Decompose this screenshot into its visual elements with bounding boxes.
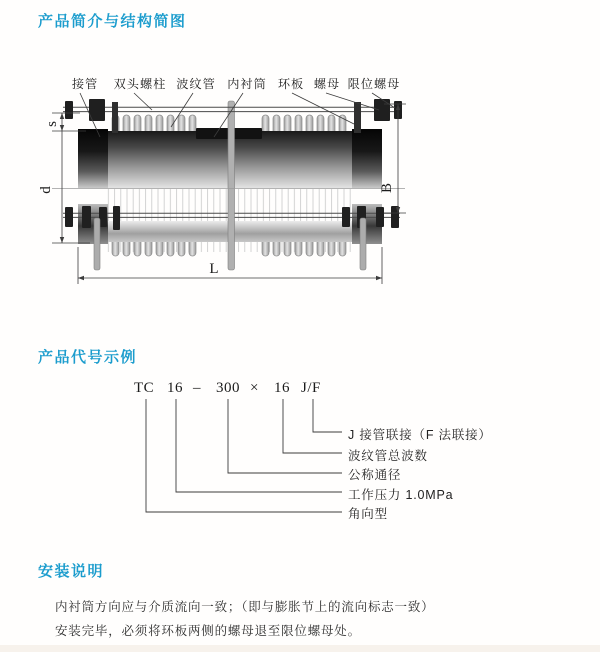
code-segment-pressure: 16	[167, 380, 183, 396]
center-stud	[228, 101, 235, 270]
dim-L-label: L	[209, 261, 219, 277]
label-double-stud: 双头螺柱	[113, 77, 167, 91]
dim-s-label: s	[44, 121, 60, 127]
code-connector-lines	[146, 399, 342, 512]
label-ring-plate: 环板	[277, 77, 305, 91]
label-nut: 螺母	[313, 77, 341, 91]
code-segment-waves: 16	[274, 380, 290, 396]
install-section-title: 安装说明	[38, 563, 105, 580]
legend-wave-count: 波纹管总波数	[348, 449, 428, 463]
code-segment-diameter: 300	[216, 380, 240, 396]
label-connection-pipe: 接管	[71, 77, 99, 91]
dim-d-label: d	[38, 186, 54, 194]
pipe-cap-upper-left	[78, 129, 108, 188]
code-segment-connection: J/F	[301, 380, 321, 396]
intro-section-title: 产品简介与结构简图	[38, 13, 187, 30]
code-segment-dash: –	[193, 380, 201, 396]
install-note-2: 安装完毕，必须将环板两侧的螺母退至限位螺母处。	[55, 624, 361, 638]
legend-working-pressure: 工作压力 1.0MPa	[348, 488, 454, 502]
legend-angular-type: 角向型	[348, 507, 388, 521]
label-inner-liner: 内衬筒	[227, 77, 267, 91]
page-bottom-strip	[0, 645, 600, 652]
dim-B-label: B	[379, 182, 395, 194]
label-bellows: 波纹管	[176, 77, 216, 91]
legend-nominal-diameter: 公称通径	[348, 468, 402, 482]
install-note-1: 内衬筒方向应与介质流向一致；（即与膨胀节上的流向标志一致）	[55, 600, 435, 614]
label-limit-nut: 限位螺母	[347, 77, 401, 91]
pipe-cap-upper-right	[352, 129, 382, 188]
code-segment-type: TC	[134, 380, 155, 396]
code-section-title: 产品代号示例	[38, 349, 138, 366]
code-segment-times: ×	[250, 380, 259, 396]
legend-connection-type: J 接管联接（F 法联接）	[348, 428, 492, 442]
